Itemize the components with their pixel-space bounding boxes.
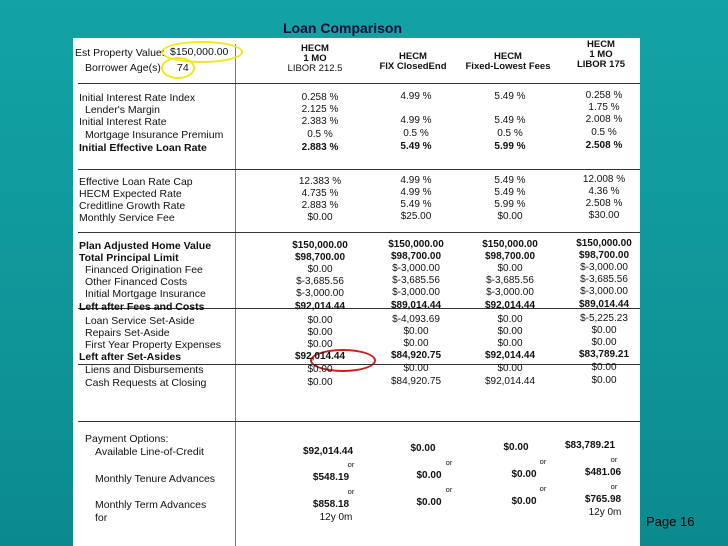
row-value-col-1: 2.883 %: [301, 200, 339, 211]
row-value-col-3: $0.00: [497, 314, 523, 325]
column-header-2: HECM FIX ClosedEnd: [379, 51, 447, 72]
row-label: Mortgage Insurance Premium: [85, 129, 224, 141]
tenure-value-1: $548.19: [312, 472, 350, 483]
row-value-col-4: $0.00: [591, 337, 617, 348]
row-label: Initial Effective Loan Rate: [79, 142, 207, 154]
row-value-col-4: 4.36 %: [588, 186, 620, 197]
row-value-col-3: 5.49 %: [494, 187, 526, 198]
divider: [78, 232, 640, 233]
row-value-col-2: $84,920.75: [390, 376, 442, 387]
row-value-col-1: 2.125 %: [301, 104, 339, 115]
term-value-4: $765.98: [584, 494, 622, 505]
row-value-col-1: $98,700.00: [294, 252, 346, 263]
row-value-col-3: 5.49 %: [494, 115, 526, 126]
row-value-col-3: 5.99 %: [494, 141, 526, 152]
row-value-col-4: 2.508 %: [585, 140, 623, 151]
row-value-col-4: $89,014.44: [578, 299, 630, 310]
row-label: Left after Fees and Costs: [79, 301, 205, 313]
row-value-col-2: $-4,093.69: [392, 314, 440, 325]
row-value-col-1: 2.883 %: [301, 142, 339, 153]
row-label: Loan Service Set-Aside: [85, 315, 195, 327]
row-value-col-4: $83,789.21: [578, 349, 630, 360]
row-value-col-2: $98,700.00: [390, 251, 442, 262]
row-value-col-3: 5.49 %: [494, 175, 526, 186]
row-value-col-2: 4.99 %: [400, 175, 432, 186]
row-value-col-2: $84,920.75: [390, 350, 442, 361]
row-value-col-4: $98,700.00: [578, 250, 630, 261]
row-value-col-1: $0.00: [307, 364, 333, 375]
row-label: Cash Requests at Closing: [85, 377, 207, 389]
term-value-3: $0.00: [511, 496, 537, 507]
credit-value-4: $83,789.21: [564, 440, 616, 451]
row-value-col-1: $0.00: [307, 264, 333, 275]
tenure-value-4: $481.06: [584, 467, 622, 478]
credit-value-3: $0.00: [503, 442, 529, 453]
row-value-col-3: $0.00: [497, 263, 523, 274]
loan-comparison-document: [73, 38, 640, 546]
row-label: Initial Interest Rate Index: [79, 92, 196, 104]
slide-title: Loan Comparison: [283, 20, 403, 36]
row-value-col-1: $-3,000.00: [296, 288, 344, 299]
row-value-col-4: $30.00: [588, 210, 620, 221]
row-value-col-3: $92,014.44: [484, 376, 536, 387]
row-label: First Year Property Expenses: [85, 339, 221, 351]
or-label: or: [610, 482, 618, 491]
row-label: Initial Interest Rate: [79, 116, 167, 128]
column-header-1: HECM 1 MO LIBOR 212.5: [287, 43, 343, 74]
row-value-col-3: 0.5 %: [497, 128, 523, 139]
row-value-col-3: $0.00: [497, 211, 523, 222]
tenure-value-3: $0.00: [511, 469, 537, 480]
page-number: Page 16: [646, 514, 695, 529]
row-value-col-4: 0.5 %: [591, 127, 617, 138]
row-label: Liens and Disbursements: [85, 364, 204, 376]
row-value-col-4: $0.00: [591, 325, 617, 336]
row-label: Initial Mortgage Insurance: [85, 288, 206, 300]
or-label: or: [445, 485, 453, 494]
row-value-col-4: 1.75 %: [588, 102, 620, 113]
row-label: Effective Loan Rate Cap: [79, 176, 193, 188]
row-value-col-4: 2.008 %: [585, 114, 623, 125]
row-value-col-2: 5.49 %: [400, 141, 432, 152]
row-value-col-4: $0.00: [591, 375, 617, 386]
row-value-col-1: $150,000.00: [292, 240, 348, 251]
divider: [78, 169, 640, 170]
row-value-col-3: $0.00: [497, 338, 523, 349]
row-label: Creditline Growth Rate: [79, 200, 186, 212]
credit-value-2: $0.00: [410, 443, 436, 454]
row-label: HECM Expected Rate: [79, 188, 182, 200]
or-label: or: [347, 460, 355, 469]
row-label: Other Financed Costs: [85, 276, 188, 288]
row-value-col-3: $98,700.00: [484, 251, 536, 262]
row-value-col-1: 0.258 %: [301, 92, 339, 103]
row-value-col-1: $0.00: [307, 212, 333, 223]
row-value-col-4: $-5,225.23: [580, 313, 628, 324]
row-value-col-2: 4.99 %: [400, 91, 432, 102]
row-value-col-2: $89,014.44: [390, 300, 442, 311]
row-label: Monthly Service Fee: [79, 212, 175, 224]
row-value-col-2: $150,000.00: [388, 239, 444, 250]
divider: [78, 421, 640, 422]
row-value-col-3: $0.00: [497, 363, 523, 374]
row-value-col-4: 0.258 %: [585, 90, 623, 101]
row-value-col-3: $92,014.44: [484, 300, 536, 311]
payment-options-heading: Payment Options:: [85, 433, 169, 445]
row-value-col-4: $-3,000.00: [580, 286, 628, 297]
row-value-col-1: $0.00: [307, 315, 333, 326]
row-value-col-1: $-3,685.56: [296, 276, 344, 287]
column-header-3: HECM Fixed-Lowest Fees: [465, 51, 551, 72]
column-divider: [235, 44, 236, 546]
row-value-col-2: 4.99 %: [400, 187, 432, 198]
row-value-col-1: 0.5 %: [307, 129, 333, 140]
row-value-col-3: $-3,685.56: [486, 275, 534, 286]
divider: [78, 83, 640, 84]
property-value: $150,000.00: [170, 46, 229, 58]
or-label: or: [539, 484, 547, 493]
row-value-col-2: $-3,685.56: [392, 275, 440, 286]
row-value-col-2: 0.5 %: [403, 128, 429, 139]
property-value-label: Est Property Value:: [75, 47, 165, 59]
row-value-col-3: $150,000.00: [482, 239, 538, 250]
row-value-col-3: $92,014.44: [484, 350, 536, 361]
row-value-col-1: 4.735 %: [301, 188, 339, 199]
row-value-col-2: $25.00: [400, 211, 432, 222]
row-value-col-4: $0.00: [591, 362, 617, 373]
row-value-col-4: $-3,685.56: [580, 274, 628, 285]
row-value-col-1: $92,014.44: [294, 351, 346, 362]
row-value-col-2: $-3,000.00: [392, 263, 440, 274]
row-value-col-2: $-3,000.00: [392, 287, 440, 298]
row-label: Left after Set-Asides: [79, 351, 182, 363]
or-label: or: [539, 457, 547, 466]
column-header-4: HECM 1 MO LIBOR 175: [576, 39, 626, 70]
row-value-col-2: 4.99 %: [400, 115, 432, 126]
row-value-col-4: $150,000.00: [576, 238, 632, 249]
row-label: Financed Origination Fee: [85, 264, 203, 276]
term-label: Monthly Term Advances: [95, 499, 207, 511]
row-value-col-3: 5.49 %: [494, 91, 526, 102]
or-label: or: [445, 458, 453, 467]
borrower-age-label: Borrower Age(s): [85, 62, 161, 74]
row-value-col-1: 12.383 %: [298, 176, 342, 187]
row-label: Plan Adjusted Home Value: [79, 240, 212, 252]
term-value-1: $858.18: [312, 499, 350, 510]
term-label-for: for: [95, 512, 108, 524]
row-value-col-4: 2.508 %: [585, 198, 623, 209]
row-value-col-1: $0.00: [307, 339, 333, 350]
row-value-col-3: $0.00: [497, 326, 523, 337]
row-value-col-3: $-3,000.00: [486, 287, 534, 298]
line-of-credit-label: Available Line-of-Credit: [95, 446, 204, 458]
term-years-1: 12y 0m: [319, 512, 353, 523]
row-value-col-1: $0.00: [307, 377, 333, 388]
row-value-col-2: 5.49 %: [400, 199, 432, 210]
row-value-col-4: $-3,000.00: [580, 262, 628, 273]
term-years-4: 12y 0m: [588, 507, 622, 518]
credit-value-1: $92,014.44: [302, 446, 354, 457]
row-value-col-1: 2.383 %: [301, 116, 339, 127]
row-value-col-2: $0.00: [403, 326, 429, 337]
row-label: Total Principal Limit: [79, 252, 179, 264]
row-value-col-4: 12.008 %: [582, 174, 626, 185]
or-label: or: [347, 487, 355, 496]
tenure-value-2: $0.00: [416, 470, 442, 481]
tenure-label: Monthly Tenure Advances: [95, 473, 216, 485]
borrower-age: 74: [177, 62, 189, 74]
term-value-2: $0.00: [416, 497, 442, 508]
or-label: or: [610, 455, 618, 464]
row-label: Lender's Margin: [85, 104, 160, 116]
row-value-col-1: $92,014.44: [294, 301, 346, 312]
row-value-col-2: $0.00: [403, 338, 429, 349]
row-label: Repairs Set-Aside: [85, 327, 170, 339]
row-value-col-3: 5.99 %: [494, 199, 526, 210]
row-value-col-1: $0.00: [307, 327, 333, 338]
row-value-col-2: $0.00: [403, 363, 429, 374]
